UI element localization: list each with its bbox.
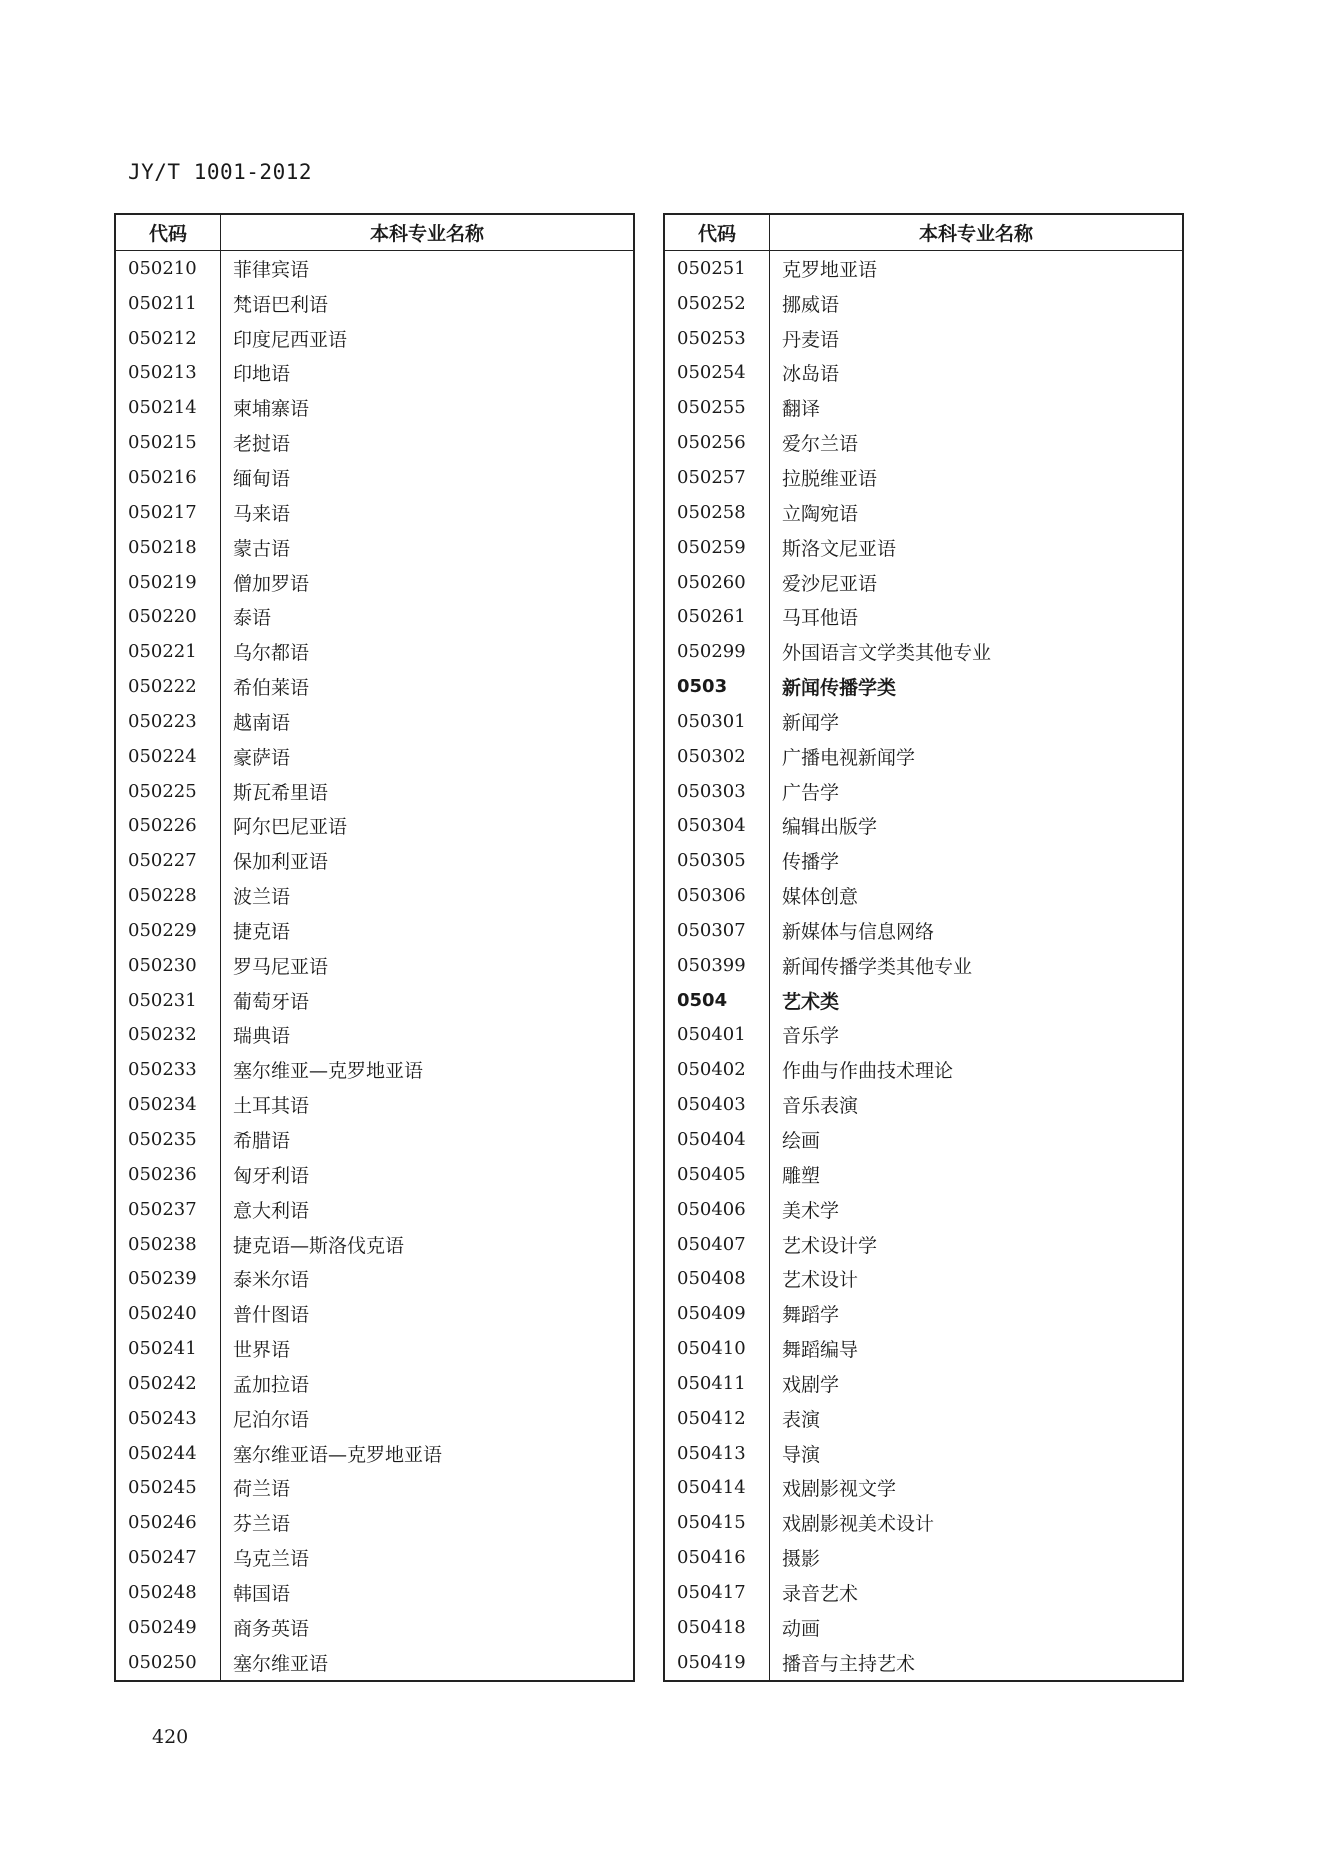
major-code: 050401 xyxy=(664,1018,770,1053)
table-row xyxy=(115,774,634,809)
page-number: 420 xyxy=(152,1726,189,1748)
table-row xyxy=(664,530,1183,565)
column-header-name: 本科专业名称 xyxy=(770,214,1184,251)
major-name: 外国语言文学类其他专业 xyxy=(782,642,992,665)
major-code: 050258 xyxy=(664,495,770,530)
major-code: 050230 xyxy=(115,948,221,983)
table-row xyxy=(664,251,1183,286)
table-row xyxy=(115,1087,634,1122)
major-code: 050242 xyxy=(115,1366,221,1401)
major-code: 050404 xyxy=(664,1122,770,1157)
major-name: 斯洛文尼亚语 xyxy=(782,537,897,560)
major-name: 荷兰语 xyxy=(233,1478,291,1501)
major-code: 050239 xyxy=(115,1261,221,1296)
major-code: 050226 xyxy=(115,809,221,844)
major-code: 050411 xyxy=(664,1366,770,1401)
major-name: 芬兰语 xyxy=(233,1513,291,1536)
table-row xyxy=(664,321,1183,356)
major-name: 罗马尼亚语 xyxy=(233,955,329,978)
table-row xyxy=(664,1540,1183,1575)
major-name: 广播电视新闻学 xyxy=(782,746,916,769)
major-code: 050418 xyxy=(664,1610,770,1645)
major-name: 表演 xyxy=(782,1408,821,1431)
major-name: 越南语 xyxy=(233,711,291,734)
major-code: 050257 xyxy=(664,460,770,495)
major-name: 美术学 xyxy=(782,1199,840,1222)
table-row xyxy=(664,948,1183,983)
major-code: 050253 xyxy=(664,321,770,356)
major-code: 050299 xyxy=(664,634,770,669)
major-name: 缅甸语 xyxy=(233,467,291,490)
table-row xyxy=(115,425,634,460)
table-row xyxy=(664,1122,1183,1157)
major-name: 导演 xyxy=(782,1443,821,1466)
major-code: 050414 xyxy=(664,1471,770,1506)
table-row xyxy=(664,1331,1183,1366)
major-name: 捷克语—斯洛伐克语 xyxy=(233,1234,405,1257)
major-name: 世界语 xyxy=(233,1339,291,1362)
table-row xyxy=(664,390,1183,425)
table-row xyxy=(115,983,634,1018)
major-code: 050419 xyxy=(664,1645,770,1681)
major-name: 舞蹈编导 xyxy=(782,1339,859,1362)
major-code: 050219 xyxy=(115,565,221,600)
table-row xyxy=(664,1610,1183,1645)
major-name: 新媒体与信息网络 xyxy=(782,920,935,943)
major-name: 塞尔维亚—克罗地亚语 xyxy=(233,1060,424,1083)
major-name: 柬埔寨语 xyxy=(233,398,310,421)
major-name: 编辑出版学 xyxy=(782,816,878,839)
major-code: 050236 xyxy=(115,1157,221,1192)
major-name: 戏剧影视美术设计 xyxy=(782,1513,935,1536)
major-name: 菲律宾语 xyxy=(233,258,310,281)
major-code: 050228 xyxy=(115,878,221,913)
table-row xyxy=(115,669,634,704)
major-code: 050220 xyxy=(115,599,221,634)
major-code: 050216 xyxy=(115,460,221,495)
table-row xyxy=(115,1436,634,1471)
table-row xyxy=(115,1018,634,1053)
major-code: 050238 xyxy=(115,1227,221,1262)
major-name: 翻译 xyxy=(782,398,821,421)
table-header-row xyxy=(664,214,1183,251)
major-name: 普什图语 xyxy=(233,1304,310,1327)
table-row xyxy=(115,1296,634,1331)
table-row xyxy=(664,1052,1183,1087)
table-row xyxy=(115,321,634,356)
major-code: 050255 xyxy=(664,390,770,425)
major-code: 050234 xyxy=(115,1087,221,1122)
major-name: 音乐学 xyxy=(782,1025,840,1048)
major-code: 050232 xyxy=(115,1018,221,1053)
major-code: 0504 xyxy=(664,983,770,1018)
major-code: 050211 xyxy=(115,286,221,321)
table-row xyxy=(664,1261,1183,1296)
major-code: 0503 xyxy=(664,669,770,704)
major-name: 希腊语 xyxy=(233,1130,291,1153)
major-code: 050243 xyxy=(115,1401,221,1436)
major-name: 挪威语 xyxy=(782,293,840,316)
column-header-code: 代码 xyxy=(115,214,221,251)
major-name: 瑞典语 xyxy=(233,1025,291,1048)
major-code: 050223 xyxy=(115,704,221,739)
major-code: 050408 xyxy=(664,1261,770,1296)
category-row xyxy=(664,983,1183,1018)
major-code: 050227 xyxy=(115,843,221,878)
table-row xyxy=(664,1436,1183,1471)
major-code: 050250 xyxy=(115,1645,221,1681)
table-row xyxy=(115,739,634,774)
major-code: 050259 xyxy=(664,530,770,565)
major-name: 豪萨语 xyxy=(233,746,291,769)
table-row xyxy=(115,1401,634,1436)
major-code: 050249 xyxy=(115,1610,221,1645)
major-code: 050252 xyxy=(664,286,770,321)
major-code: 050399 xyxy=(664,948,770,983)
major-code: 050217 xyxy=(115,495,221,530)
major-name: 韩国语 xyxy=(233,1582,291,1605)
major-code: 050244 xyxy=(115,1436,221,1471)
major-name: 泰语 xyxy=(233,607,272,630)
major-name: 音乐表演 xyxy=(782,1095,859,1118)
table-row xyxy=(115,1471,634,1506)
major-name: 意大利语 xyxy=(233,1199,310,1222)
major-code: 050306 xyxy=(664,878,770,913)
table-row xyxy=(115,1122,634,1157)
major-name: 绘画 xyxy=(782,1130,821,1153)
table-row xyxy=(115,1540,634,1575)
major-code: 050402 xyxy=(664,1052,770,1087)
table-row xyxy=(115,1610,634,1645)
table-row xyxy=(115,460,634,495)
table-row xyxy=(115,530,634,565)
column-header-code: 代码 xyxy=(664,214,770,251)
table-row xyxy=(115,599,634,634)
column-header-name: 本科专业名称 xyxy=(221,214,635,251)
major-code: 050222 xyxy=(115,669,221,704)
major-name: 作曲与作曲技术理论 xyxy=(782,1060,954,1083)
major-code: 050301 xyxy=(664,704,770,739)
major-table-right xyxy=(663,213,1184,1682)
major-name: 捷克语 xyxy=(233,920,291,943)
table-row xyxy=(115,1505,634,1540)
table-row xyxy=(115,1331,634,1366)
table-row xyxy=(115,948,634,983)
major-code: 050410 xyxy=(664,1331,770,1366)
major-name: 爱沙尼亚语 xyxy=(782,572,878,595)
table-row xyxy=(664,1087,1183,1122)
table-row xyxy=(115,251,634,286)
table-row xyxy=(115,1052,634,1087)
major-name: 孟加拉语 xyxy=(233,1373,310,1396)
major-name: 保加利亚语 xyxy=(233,851,329,874)
major-name: 艺术类 xyxy=(782,990,840,1013)
table-row xyxy=(115,286,634,321)
document-header: JY/T 1001-2012 xyxy=(128,160,313,184)
major-name: 商务英语 xyxy=(233,1617,310,1640)
table-row xyxy=(115,495,634,530)
major-name: 泰米尔语 xyxy=(233,1269,310,1292)
major-name: 梵语巴利语 xyxy=(233,293,329,316)
major-code: 050221 xyxy=(115,634,221,669)
major-name: 冰岛语 xyxy=(782,363,840,386)
major-name: 马耳他语 xyxy=(782,607,859,630)
table-row xyxy=(115,913,634,948)
major-code: 050231 xyxy=(115,983,221,1018)
table-row xyxy=(115,1157,634,1192)
major-name: 艺术设计 xyxy=(782,1269,859,1292)
major-code: 050413 xyxy=(664,1436,770,1471)
major-name: 戏剧影视文学 xyxy=(782,1478,897,1501)
major-name: 戏剧学 xyxy=(782,1373,840,1396)
major-code: 050241 xyxy=(115,1331,221,1366)
table-row xyxy=(664,460,1183,495)
major-code: 050214 xyxy=(115,390,221,425)
major-code: 050304 xyxy=(664,809,770,844)
major-name: 摄影 xyxy=(782,1548,821,1571)
major-code: 050407 xyxy=(664,1227,770,1262)
major-name: 动画 xyxy=(782,1617,821,1640)
table-row xyxy=(664,1645,1183,1681)
table-row xyxy=(115,1261,634,1296)
table-row xyxy=(664,1401,1183,1436)
table-row xyxy=(664,809,1183,844)
major-code: 050409 xyxy=(664,1296,770,1331)
major-name: 印度尼西亚语 xyxy=(233,328,348,351)
table-row xyxy=(664,1192,1183,1227)
major-name: 克罗地亚语 xyxy=(782,258,878,281)
table-row xyxy=(664,739,1183,774)
major-name: 塞尔维亚语—克罗地亚语 xyxy=(233,1443,443,1466)
major-name: 蒙古语 xyxy=(233,537,291,560)
table-row xyxy=(115,1645,634,1681)
major-code: 050403 xyxy=(664,1087,770,1122)
major-code: 050246 xyxy=(115,1505,221,1540)
major-name: 立陶宛语 xyxy=(782,502,859,525)
major-table-left xyxy=(114,213,635,1682)
major-name: 录音艺术 xyxy=(782,1582,859,1605)
major-code: 050416 xyxy=(664,1540,770,1575)
major-name: 葡萄牙语 xyxy=(233,990,310,1013)
major-code: 050213 xyxy=(115,356,221,391)
major-code: 050261 xyxy=(664,599,770,634)
table-row xyxy=(664,913,1183,948)
major-name: 斯瓦希里语 xyxy=(233,781,329,804)
major-name: 塞尔维亚语 xyxy=(233,1652,329,1675)
table-row xyxy=(664,1575,1183,1610)
table-row xyxy=(664,1157,1183,1192)
major-code: 050229 xyxy=(115,913,221,948)
table-row xyxy=(664,599,1183,634)
major-name: 丹麦语 xyxy=(782,328,840,351)
table-row xyxy=(664,565,1183,600)
table-row xyxy=(664,843,1183,878)
table-row xyxy=(115,356,634,391)
major-name: 乌克兰语 xyxy=(233,1548,310,1571)
major-name: 马来语 xyxy=(233,502,291,525)
table-row xyxy=(664,286,1183,321)
table-row xyxy=(115,878,634,913)
table-row xyxy=(115,634,634,669)
table-row xyxy=(664,878,1183,913)
table-row xyxy=(115,1575,634,1610)
major-code: 050237 xyxy=(115,1192,221,1227)
major-name: 新闻传播学类 xyxy=(782,677,897,700)
major-code: 050210 xyxy=(115,251,221,286)
major-code: 050302 xyxy=(664,739,770,774)
major-name: 艺术设计学 xyxy=(782,1234,878,1257)
major-code: 050225 xyxy=(115,774,221,809)
major-name: 媒体创意 xyxy=(782,886,859,909)
major-code: 050305 xyxy=(664,843,770,878)
major-name: 希伯莱语 xyxy=(233,677,310,700)
table-row xyxy=(664,425,1183,460)
major-name: 新闻传播学类其他专业 xyxy=(782,955,973,978)
table-row xyxy=(664,1018,1183,1053)
major-name: 播音与主持艺术 xyxy=(782,1652,916,1675)
table-header-row xyxy=(115,214,634,251)
category-row xyxy=(664,669,1183,704)
table-row xyxy=(115,704,634,739)
major-name: 印地语 xyxy=(233,363,291,386)
major-code: 050247 xyxy=(115,1540,221,1575)
major-name: 波兰语 xyxy=(233,886,291,909)
major-code: 050233 xyxy=(115,1052,221,1087)
major-name: 舞蹈学 xyxy=(782,1304,840,1327)
major-name: 尼泊尔语 xyxy=(233,1408,310,1431)
table-row xyxy=(664,1505,1183,1540)
major-code: 050303 xyxy=(664,774,770,809)
major-name: 土耳其语 xyxy=(233,1095,310,1118)
table-row xyxy=(664,774,1183,809)
table-row xyxy=(664,1471,1183,1506)
major-code: 050260 xyxy=(664,565,770,600)
major-code: 050307 xyxy=(664,913,770,948)
table-row xyxy=(664,1227,1183,1262)
table-row xyxy=(664,1366,1183,1401)
major-code: 050405 xyxy=(664,1157,770,1192)
major-code: 050251 xyxy=(664,251,770,286)
table-row xyxy=(115,1227,634,1262)
major-code: 050245 xyxy=(115,1471,221,1506)
major-name: 广告学 xyxy=(782,781,840,804)
table-row xyxy=(115,809,634,844)
major-code: 050212 xyxy=(115,321,221,356)
major-name: 匈牙利语 xyxy=(233,1164,310,1187)
major-code: 050415 xyxy=(664,1505,770,1540)
table-row xyxy=(664,1296,1183,1331)
major-code: 050256 xyxy=(664,425,770,460)
table-row xyxy=(115,1192,634,1227)
major-name: 传播学 xyxy=(782,851,840,874)
major-code: 050224 xyxy=(115,739,221,774)
major-code: 050412 xyxy=(664,1401,770,1436)
table-row xyxy=(115,565,634,600)
major-code: 050240 xyxy=(115,1296,221,1331)
major-name: 阿尔巴尼亚语 xyxy=(233,816,348,839)
table-row xyxy=(115,1366,634,1401)
major-name: 乌尔都语 xyxy=(233,642,310,665)
major-code: 050254 xyxy=(664,356,770,391)
major-name: 雕塑 xyxy=(782,1164,821,1187)
major-code: 050235 xyxy=(115,1122,221,1157)
major-code: 050218 xyxy=(115,530,221,565)
major-name: 拉脱维亚语 xyxy=(782,467,878,490)
table-row xyxy=(664,495,1183,530)
table-row xyxy=(664,356,1183,391)
major-code: 050248 xyxy=(115,1575,221,1610)
major-name: 老挝语 xyxy=(233,433,291,456)
table-row xyxy=(664,634,1183,669)
table-row xyxy=(115,390,634,425)
major-name: 爱尔兰语 xyxy=(782,433,859,456)
major-name: 新闻学 xyxy=(782,711,840,734)
major-name: 僧加罗语 xyxy=(233,572,310,595)
major-code: 050215 xyxy=(115,425,221,460)
table-row xyxy=(115,843,634,878)
major-code: 050406 xyxy=(664,1192,770,1227)
major-code: 050417 xyxy=(664,1575,770,1610)
table-row xyxy=(664,704,1183,739)
